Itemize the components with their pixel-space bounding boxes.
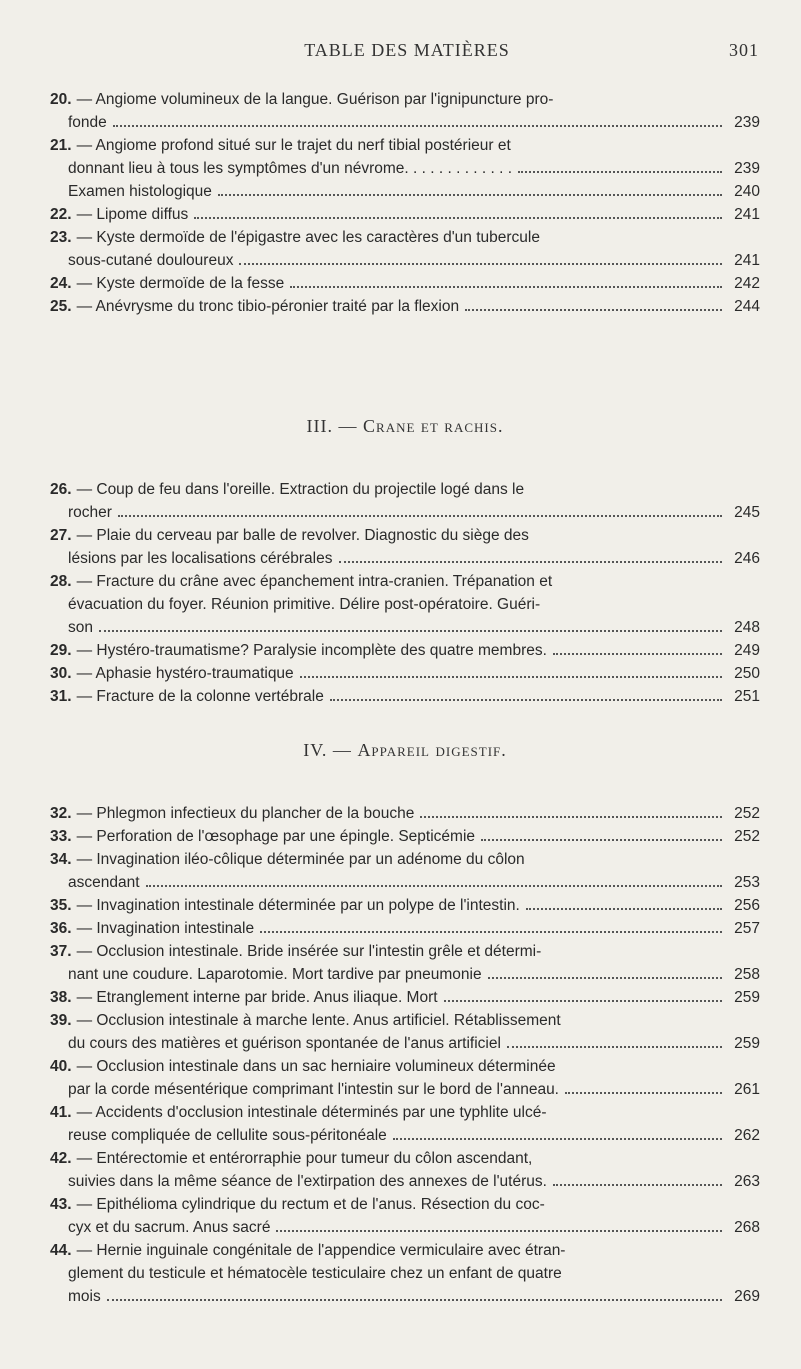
entry-line — [50, 1262, 760, 1285]
toc-entry — [50, 802, 760, 825]
entry-title: ascendant — [68, 874, 140, 891]
entry-text — [50, 157, 518, 180]
toc-entry — [50, 1009, 760, 1055]
entry-title: par la corde mésentérique comprimant l'intestin sur le bord de l'anneau. — [68, 1081, 559, 1098]
dot-leader — [553, 653, 722, 655]
entry-number: 32. — [50, 805, 72, 822]
entry-title: fonde — [68, 114, 107, 131]
entry-list — [50, 478, 760, 708]
entry-last-line — [50, 871, 760, 894]
toc-entry — [50, 894, 760, 917]
dot-leader — [300, 676, 722, 678]
entry-title: — Hystéro-traumatisme? Paralysie incomplète des quatre membres. — [76, 642, 547, 659]
toc-entry — [50, 825, 760, 848]
entry-text — [50, 616, 99, 639]
entry-text: — Kyste dermoïde de l'épigastre avec les caractères d'un tubercule — [76, 229, 540, 246]
toc-entry — [50, 1055, 760, 1101]
entry-last-line — [50, 272, 760, 295]
entry-line — [50, 570, 760, 593]
entry-last-line — [50, 1285, 760, 1308]
toc-entry — [50, 848, 760, 894]
entry-line — [50, 1147, 760, 1170]
entry-title: cyx et du sacrum. Anus sacré — [68, 1219, 271, 1236]
entry-page: 253 — [722, 871, 760, 894]
entry-text: — Angiome profond situé sur le trajet du nerf tibial postérieur et — [76, 137, 511, 154]
entry-title: — Aphasie hystéro-traumatique — [76, 665, 294, 682]
entry-text: — Angiome volumineux de la langue. Guérison par l'ignipuncture pro- — [76, 91, 554, 108]
toc-entry — [50, 88, 760, 134]
entry-number: 38. — [50, 989, 72, 1006]
entry-page: 262 — [722, 1124, 760, 1147]
entry-line — [50, 940, 760, 963]
toc-entry — [50, 180, 760, 203]
toc-entry — [50, 1239, 760, 1308]
entry-list — [50, 802, 760, 1308]
entry-number: 28. — [50, 573, 72, 590]
entry-page: 239 — [722, 111, 760, 134]
entry-line — [50, 1193, 760, 1216]
entry-text — [50, 272, 290, 295]
dot-leader — [118, 515, 722, 517]
entry-last-line — [50, 203, 760, 226]
entry-title: lésions par les localisations cérébrales — [68, 550, 333, 567]
entry-page: 259 — [722, 986, 760, 1009]
toc-entry — [50, 295, 760, 318]
entry-number: 42. — [50, 1150, 72, 1167]
entry-text — [50, 894, 526, 917]
entry-text — [50, 111, 113, 134]
entry-number: 43. — [50, 1196, 72, 1213]
entry-page: 259 — [722, 1032, 760, 1055]
entry-page: 256 — [722, 894, 760, 917]
entry-text — [50, 1285, 107, 1308]
entry-last-line — [50, 986, 760, 1009]
entry-text — [50, 1078, 565, 1101]
entry-text — [50, 547, 339, 570]
dot-leader — [339, 561, 723, 563]
entry-number: 20. — [50, 91, 72, 108]
toc-entry — [50, 226, 760, 272]
entry-text: — Plaie du cerveau par balle de revolver. Diagnostic du siège des — [76, 527, 529, 544]
entry-text — [50, 802, 420, 825]
entry-number: 36. — [50, 920, 72, 937]
entry-text — [50, 203, 194, 226]
toc-entry — [50, 940, 760, 986]
dot-leader — [290, 286, 722, 288]
entry-page: 241 — [722, 249, 760, 272]
entry-last-line — [50, 157, 760, 180]
dot-leader — [465, 309, 722, 311]
entry-text — [50, 249, 239, 272]
entry-number: 33. — [50, 828, 72, 845]
entry-page: 261 — [722, 1078, 760, 1101]
entry-last-line — [50, 249, 760, 272]
dot-leader — [507, 1046, 722, 1048]
entry-last-line — [50, 662, 760, 685]
entry-text — [50, 917, 260, 940]
toc-entry — [50, 662, 760, 685]
entry-last-line — [50, 685, 760, 708]
page-number: 301 — [729, 40, 759, 60]
entry-page: 252 — [722, 825, 760, 848]
dot-leader — [553, 1184, 722, 1186]
entry-last-line — [50, 917, 760, 940]
entry-text — [50, 1032, 507, 1055]
entry-title: reuse compliquée de cellulite sous-péritonéale — [68, 1127, 387, 1144]
entry-line — [50, 1239, 760, 1262]
entry-list — [50, 88, 760, 318]
entry-last-line — [50, 894, 760, 917]
dot-leader — [393, 1138, 722, 1140]
entry-text: — Occlusion intestinale dans un sac herniaire volumineux déterminée — [76, 1058, 556, 1075]
entry-text — [50, 1124, 393, 1147]
entry-number: 40. — [50, 1058, 72, 1075]
entry-text: — Hernie inguinale congénitale de l'appendice vermiculaire avec étran- — [76, 1242, 566, 1259]
dot-leader — [99, 630, 722, 632]
entry-number: 35. — [50, 897, 72, 914]
entry-last-line — [50, 111, 760, 134]
entry-text — [50, 685, 330, 708]
entry-last-line — [50, 501, 760, 524]
toc-entry — [50, 478, 760, 524]
entry-last-line — [50, 1078, 760, 1101]
entry-page: 257 — [722, 917, 760, 940]
dot-leader — [276, 1230, 722, 1232]
entry-number: 29. — [50, 642, 72, 659]
entry-page: 240 — [722, 180, 760, 203]
entry-line — [50, 1101, 760, 1124]
entry-line — [50, 226, 760, 249]
entry-number: 30. — [50, 665, 72, 682]
entry-last-line — [50, 295, 760, 318]
entry-text: — Coup de feu dans l'oreille. Extraction du projectile logé dans le — [76, 481, 525, 498]
entry-title: rocher — [68, 504, 112, 521]
toc-entry — [50, 917, 760, 940]
entry-last-line — [50, 639, 760, 662]
entry-line — [50, 88, 760, 111]
entry-number: 25. — [50, 298, 72, 315]
entry-number: 37. — [50, 943, 72, 960]
entry-text: — Accidents d'occlusion intestinale déterminés par une typhlite ulcé- — [76, 1104, 547, 1121]
entry-number: 31. — [50, 688, 72, 705]
toc-entry — [50, 203, 760, 226]
entry-text: glement du testicule et hématocèle testiculaire chez un enfant de quatre — [68, 1265, 562, 1282]
toc-entry — [50, 570, 760, 639]
entry-text — [50, 963, 488, 986]
entry-line — [50, 478, 760, 501]
dot-leader — [260, 931, 722, 933]
entry-number: 26. — [50, 481, 72, 498]
entry-last-line — [50, 180, 760, 203]
entry-text: — Fracture du crâne avec épanchement intra-cranien. Trépanation et — [76, 573, 553, 590]
running-title: TABLE DES MATIÈRES — [304, 40, 510, 60]
entry-number: 27. — [50, 527, 72, 544]
dot-leader — [488, 977, 722, 979]
entry-number: 34. — [50, 851, 72, 868]
entry-text — [50, 662, 300, 685]
entry-number: 39. — [50, 1012, 72, 1029]
entry-last-line — [50, 825, 760, 848]
entry-text — [50, 871, 146, 894]
section-heading: IV. — Appareil digestif. — [303, 740, 507, 760]
dot-leader — [565, 1092, 722, 1094]
entry-text: — Invagination iléo-côlique déterminée par un adénome du côlon — [76, 851, 525, 868]
toc-entry — [50, 524, 760, 570]
entry-number: 41. — [50, 1104, 72, 1121]
dot-leader — [420, 816, 722, 818]
entry-page: 246 — [722, 547, 760, 570]
entry-page: 250 — [722, 662, 760, 685]
entry-title: nant une coudure. Laparotomie. Mort tardive par pneumonie — [68, 966, 482, 983]
entry-title: du cours des matières et guérison spontanée de l'anus artificiel — [68, 1035, 501, 1052]
entry-page: 252 — [722, 802, 760, 825]
entry-line — [50, 524, 760, 547]
section-heading: III. — Crane et rachis. — [306, 416, 504, 436]
entry-text — [50, 295, 465, 318]
entry-title: sous-cutané douloureux — [68, 252, 234, 269]
entry-text — [50, 825, 481, 848]
dot-leader — [239, 263, 722, 265]
dot-leader — [218, 194, 722, 196]
entry-text: — Entérectomie et entérorraphie pour tumeur du côlon ascendant, — [76, 1150, 533, 1167]
entry-title: mois — [68, 1288, 101, 1305]
entry-number: 23. — [50, 229, 72, 246]
entry-last-line — [50, 1170, 760, 1193]
entry-title: — Invagination intestinale — [76, 920, 255, 937]
entry-text: — Occlusion intestinale à marche lente. Anus artificiel. Rétablissement — [76, 1012, 561, 1029]
entry-title: — Etranglement interne par bride. Anus iliaque. Mort — [76, 989, 438, 1006]
toc-entry — [50, 272, 760, 295]
entry-text — [50, 1170, 553, 1193]
entry-number: 24. — [50, 275, 72, 292]
entry-text: — Occlusion intestinale. Bride insérée sur l'intestin grêle et détermi- — [76, 943, 542, 960]
entry-title: suivies dans la même séance de l'extirpation des annexes de l'utérus. — [68, 1173, 547, 1190]
entry-page: 239 — [722, 157, 760, 180]
dot-leader — [444, 1000, 722, 1002]
entry-text — [50, 639, 553, 662]
entry-page: 242 — [722, 272, 760, 295]
entry-page: 251 — [722, 685, 760, 708]
entry-page: 258 — [722, 963, 760, 986]
toc-entry — [50, 986, 760, 1009]
entry-title: — Lipome diffus — [76, 206, 189, 223]
entry-last-line — [50, 1124, 760, 1147]
dot-leader — [146, 885, 722, 887]
entry-page: 249 — [722, 639, 760, 662]
entry-last-line — [50, 802, 760, 825]
entry-text — [50, 986, 444, 1009]
entry-title: — Perforation de l'œsophage par une épingle. Septicémie — [76, 828, 476, 845]
entry-last-line — [50, 547, 760, 570]
entry-page: 248 — [722, 616, 760, 639]
entry-title: son — [68, 619, 93, 636]
entry-line — [50, 134, 760, 157]
dot-leader — [113, 125, 722, 127]
entry-page: 269 — [722, 1285, 760, 1308]
entry-text: évacuation du foyer. Réunion primitive. Délire post-opératoire. Guéri- — [68, 596, 541, 613]
entry-title: — Fracture de la colonne vertébrale — [76, 688, 324, 705]
entry-page: 244 — [722, 295, 760, 318]
toc-entry — [50, 134, 760, 180]
entry-last-line — [50, 1032, 760, 1055]
entry-title: — Kyste dermoïde de la fesse — [76, 275, 285, 292]
dot-leader — [481, 839, 722, 841]
dot-leader — [330, 699, 722, 701]
entry-line — [50, 1009, 760, 1032]
entry-title: Examen histologique — [68, 183, 212, 200]
entry-line — [50, 848, 760, 871]
entry-text — [50, 501, 118, 524]
dot-leader — [107, 1299, 722, 1301]
toc-entry — [50, 685, 760, 708]
toc-entry — [50, 1193, 760, 1239]
toc-entry — [50, 639, 760, 662]
entry-page: 268 — [722, 1216, 760, 1239]
entry-text — [50, 180, 218, 203]
toc-entry — [50, 1147, 760, 1193]
entry-title: — Invagination intestinale déterminée par un polype de l'intestin. — [76, 897, 520, 914]
dot-leader — [518, 171, 722, 173]
entry-page: 241 — [722, 203, 760, 226]
entry-number: 22. — [50, 206, 72, 223]
entry-line — [50, 1055, 760, 1078]
entry-text: — Epithélioma cylindrique du rectum et de l'anus. Résection du coc- — [76, 1196, 545, 1213]
running-head — [55, 40, 759, 64]
entry-title: donnant lieu à tous les symptômes d'un névrome. . . . . . . . . . . . . — [68, 160, 513, 177]
entry-title: — Anévrysme du tronc tibio-péronier traité par la flexion — [76, 298, 460, 315]
entry-title: — Phlegmon infectieux du plancher de la bouche — [76, 805, 415, 822]
entry-last-line — [50, 616, 760, 639]
entry-line — [50, 593, 760, 616]
entry-last-line — [50, 963, 760, 986]
entry-page: 245 — [722, 501, 760, 524]
dot-leader — [194, 217, 722, 219]
dot-leader — [526, 908, 722, 910]
entry-number: 21. — [50, 137, 72, 154]
entry-number: 44. — [50, 1242, 72, 1259]
entry-text — [50, 1216, 276, 1239]
entry-page: 263 — [722, 1170, 760, 1193]
toc-entry — [50, 1101, 760, 1147]
entry-last-line — [50, 1216, 760, 1239]
